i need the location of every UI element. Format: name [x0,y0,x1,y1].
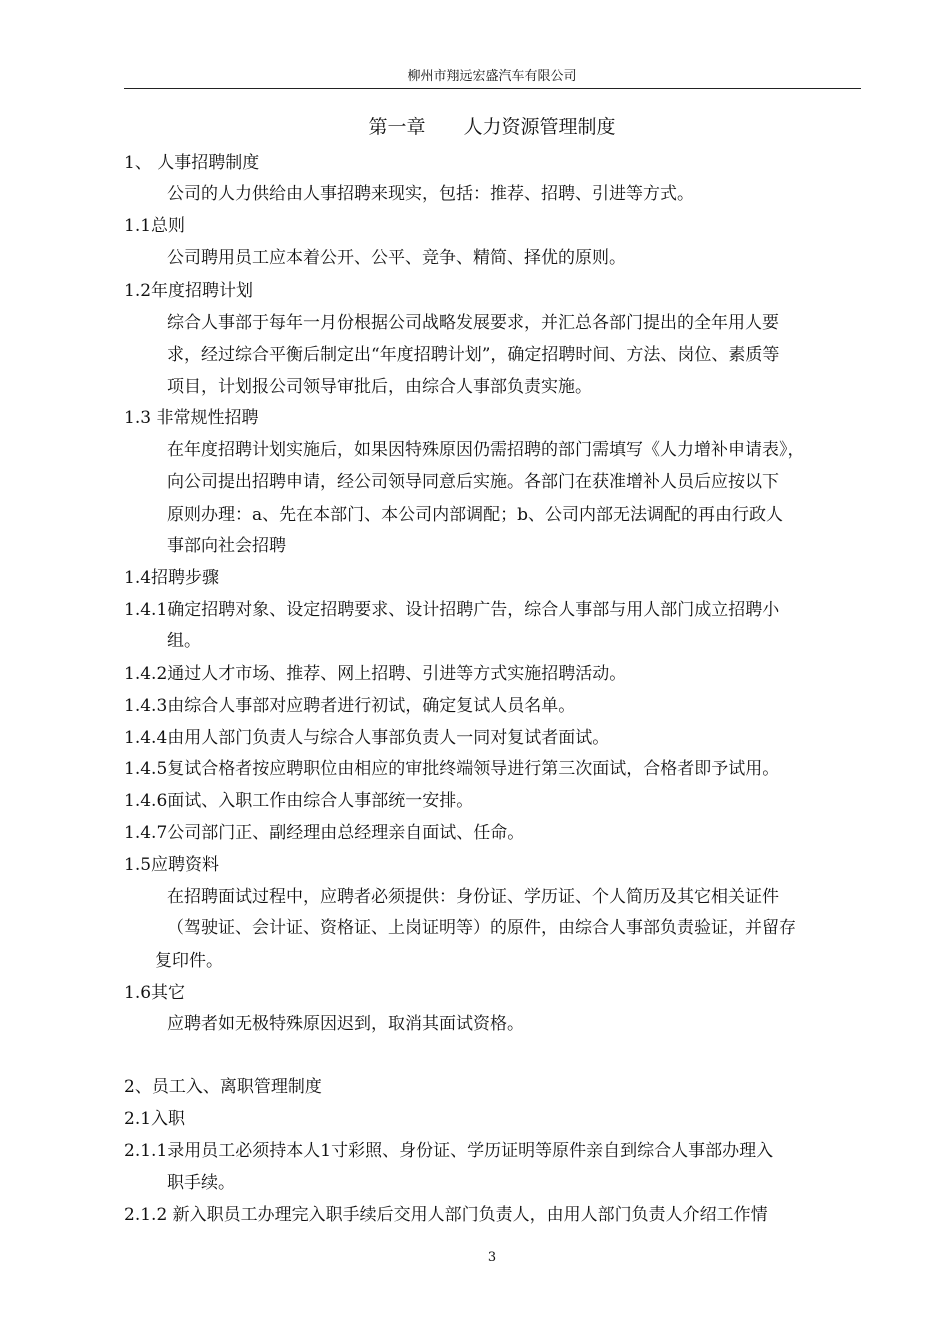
list-item-continuation: 组。 [167,631,201,651]
list-item: 1.4.2通过人才市场、推荐、网上招聘、引进等方式实施招聘活动。 [124,664,627,684]
body-text: 公司聘用员工应本着公开、公平、竞争、精简、择优的原则。 [167,248,626,268]
section-heading: 2、员工入、离职管理制度 [124,1077,322,1097]
subsection-heading: 1.1总则 [124,216,186,236]
page-number: 3 [487,1250,497,1265]
body-text: 在年度招聘计划实施后，如果因特殊原因仍需招聘的部门需填写《人力增补申请表》， [167,440,805,460]
body-text: （驾驶证、会计证、资格证、上岗证明等）的原件，由综合人事部负责验证，并留存 [167,918,796,938]
list-item: 2.1.2 新入职员工办理完入职手续后交用人部门负责人，由用人部门负责人介绍工作情 [124,1205,768,1225]
body-text: 向公司提出招聘申请，经公司领导同意后实施。各部门在获准增补人员后应按以下 [167,472,779,492]
list-item: 1.4.3由综合人事部对应聘者进行初试，确定复试人员名单。 [124,696,576,716]
body-text: 事部向社会招聘 [167,536,286,556]
subsection-heading: 1.6其它 [124,983,186,1003]
body-text: 复印件。 [155,951,223,971]
list-item: 1.4.4由用人部门负责人与综合人事部负责人一同对复试者面试。 [124,728,610,748]
list-item: 1.4.1确定招聘对象、设定招聘要求、设计招聘广告，综合人事部与用人部门成立招聘小 [124,600,780,620]
body-text: 求，经过综合平衡后制定出“年度招聘计划”，确定招聘时间、方法、岗位、素质等 [167,345,780,365]
body-text: 原则办理：a、先在本部门、本公司内部调配；b、公司内部无法调配的再由行政人 [167,505,784,525]
subsection-heading: 1.2年度招聘计划 [124,281,254,301]
subsection-heading: 1.4招聘步骤 [124,568,220,588]
subsection-heading: 1.3 非常规性招聘 [124,408,259,428]
list-item: 1.4.6面试、入职工作由综合人事部统一安排。 [124,791,474,811]
body-text: 应聘者如无极特殊原因迟到，取消其面试资格。 [167,1014,524,1034]
chapter-title: 第一章 人力资源管理制度 [368,116,616,138]
body-text: 项目，计划报公司领导审批后，由综合人事部负责实施。 [167,377,592,397]
running-header: 柳州市翔远宏盛汽车有限公司 [407,69,577,84]
section-heading: 1、 人事招聘制度 [124,153,260,173]
body-text: 在招聘面试过程中，应聘者必须提供：身份证、学历证、个人简历及其它相关证件 [167,887,779,907]
list-item-continuation: 职手续。 [167,1173,235,1193]
body-text: 综合人事部于每年一月份根据公司战略发展要求，并汇总各部门提出的全年用人要 [167,313,779,333]
header-divider [124,88,861,89]
subsection-heading: 1.5应聘资料 [124,855,220,875]
list-item: 1.4.7公司部门正、副经理由总经理亲自面试、任命。 [124,823,525,843]
body-text: 公司的人力供给由人事招聘来现实，包括：推荐、招聘、引进等方式。 [167,184,694,204]
subsection-heading: 2.1入职 [124,1109,186,1129]
list-item: 2.1.1录用员工必须持本人1寸彩照、身份证、学历证明等原件亲自到综合人事部办理入 [124,1141,774,1161]
list-item: 1.4.5复试合格者按应聘职位由相应的审批终端领导进行第三次面试，合格者即予试用。 [124,759,780,779]
